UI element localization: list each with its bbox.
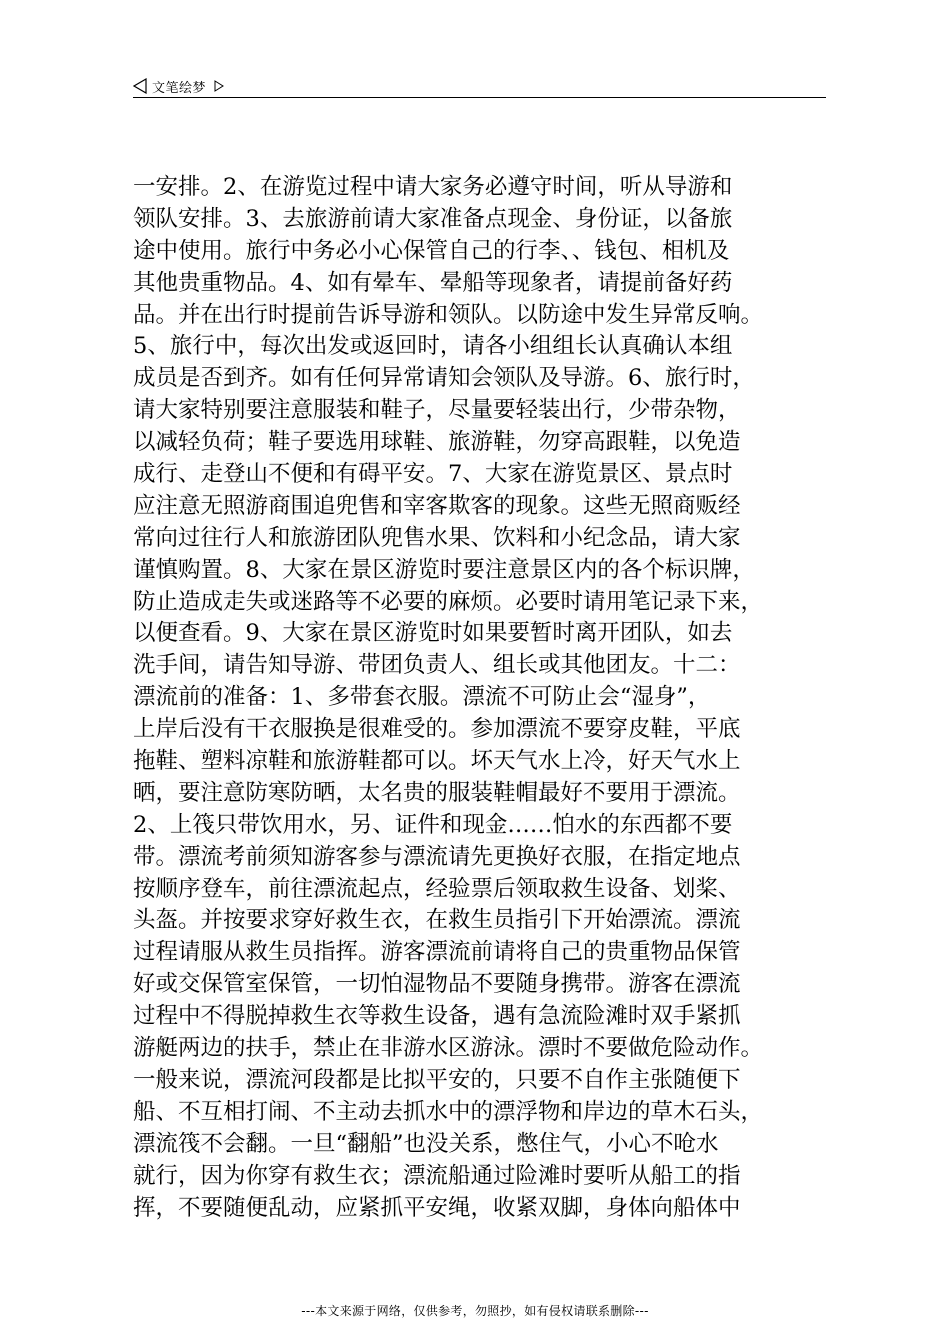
body-line: 成员是否到齐。如有任何异常请知会领队及导游。6、旅行时，	[133, 365, 755, 392]
body-line: 5、旅行中，每次出发或返回时，请各小组组长认真确认本组	[133, 333, 733, 360]
body-line: 2、上筏只带饮用水，另、证件和现金……怕水的东西都不要	[133, 811, 733, 838]
body-line: 晒，要注意防寒防晒，太名贵的服装鞋帽最好不要用于漂流。	[133, 779, 741, 806]
body-line: 一安排。2、在游览过程中请大家务必遵守时间，听从导游和	[133, 174, 733, 200]
body-line: 过程中不得脱掉救生衣等救生设备，遇有急流险滩时双手紧抓	[133, 1003, 741, 1030]
page-header	[133, 74, 826, 98]
body-line: 过程请服从救生员指挥。游客漂流前请将自己的贵重物品保管	[133, 939, 741, 966]
body-line: 领队安排。3、去旅游前请大家准备点现金、身份证，以备旅	[133, 205, 733, 232]
body-line: 谨慎购置。8、大家在景区游览时要注意景区内的各个标识牌，	[133, 556, 755, 583]
body-line: 常向过往行人和旅游团队兜售水果、饮料和小纪念品，请大家	[133, 524, 741, 551]
body-line: 带。漂流考前须知游客参与漂流请先更换好衣服，在指定地点	[133, 843, 741, 870]
body-line: 游艇两边的扶手，禁止在非游水区游泳。漂时不要做危险动作。	[133, 1035, 764, 1062]
body-line: 拖鞋、塑料凉鞋和旅游鞋都可以。坏天气水上冷，好天气水上	[133, 748, 741, 775]
body-line: 途中使用。旅行中务必小心保管自己的行李、、钱包、相机及	[133, 237, 730, 264]
body-line: 好或交保管室保管，一切怕湿物品不要随身携带。游客在漂流	[133, 971, 741, 998]
body-text	[133, 172, 845, 1224]
body-line: 请大家特别要注意服装和鞋子，尽量要轻装出行，少带杂物，	[133, 397, 741, 424]
body-line: 其他贵重物品。4、如有晕车、晕船等现象者，请提前备好药	[133, 269, 733, 296]
body-line: 头盔。并按要求穿好救生衣，在救生员指引下开始漂流。漂流	[133, 907, 741, 934]
triangle-right-icon	[214, 80, 224, 92]
body-line: 按顺序登车，前往漂流起点，经验票后领取救生设备、划桨、	[133, 875, 741, 902]
body-line: 以减轻负荷；鞋子要选用球鞋、旅游鞋，勿穿高跟鞋，以免造	[133, 429, 741, 456]
body-line: 一般来说，漂流河段都是比拟平安的，只要不自作主张随便下	[133, 1066, 741, 1093]
body-line: 品。并在出行时提前告诉导游和领队。以防途中发生异常反响。	[133, 301, 764, 328]
body-line: 漂流前的准备：1、多带套衣服。漂流不可防止会“湿身”，	[133, 684, 711, 711]
header-divider	[133, 97, 826, 98]
body-line: 就行，因为你穿有救生衣；漂流船通过险滩时要听从船工的指	[133, 1162, 741, 1189]
body-line: 挥，不要随便乱动，应紧抓平安绳，收紧双脚，身体向船体中	[133, 1194, 741, 1221]
body-line: 成行、走登山不便和有碍平安。7、大家在游览景区、景点时	[133, 461, 733, 488]
body-line: 以便查看。9、大家在景区游览时如果要暂时离开团队，如去	[133, 620, 733, 647]
header-title: 文笔绘梦	[152, 80, 207, 96]
body-line: 防止造成走失或迷路等不必要的麻烦。必要时请用笔记录下来，	[133, 588, 764, 615]
page-footer: ---本文来源于网络，仅供参考，勿照抄，如有侵权请联系删除---	[301, 1304, 649, 1318]
body-line: 上岸后没有干衣服换是很难受的。参加漂流不要穿皮鞋，平底	[133, 716, 741, 743]
body-line: 漂流筏不会翻。一旦“翻船”也没关系，憋住气，小心不呛水	[133, 1130, 719, 1157]
body-line: 洗手间，请告知导游、带团负责人、组长或其他团友。十二：	[133, 652, 741, 679]
body-line: 船、不互相打闹、不主动去抓水中的漂浮物和岸边的草木石头，	[133, 1098, 764, 1125]
body-line: 应注意无照游商围追兜售和宰客欺客的现象。这些无照商贩经	[133, 492, 741, 519]
triangle-left-icon	[133, 78, 147, 94]
